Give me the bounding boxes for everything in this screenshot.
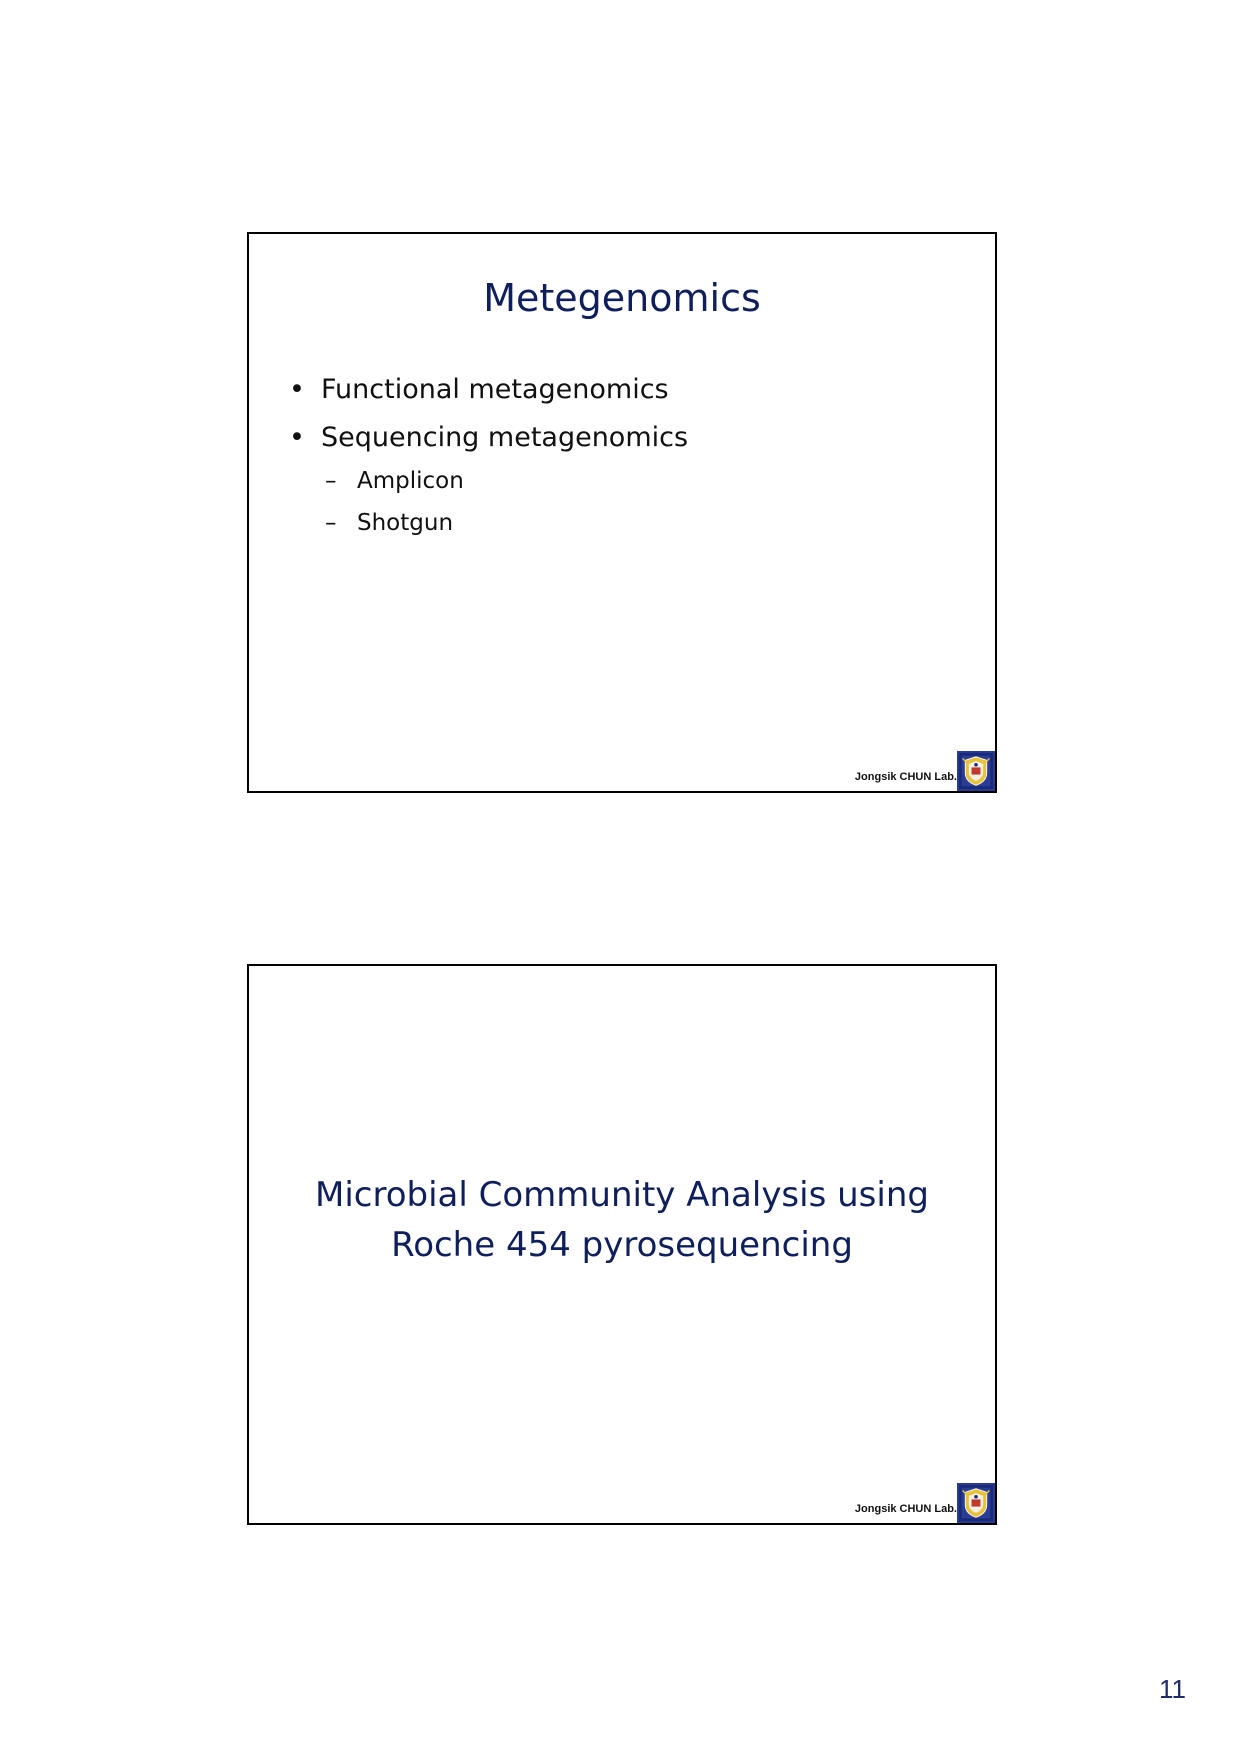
sub-bullet-item: – Shotgun: [289, 502, 688, 544]
university-crest-icon: [957, 751, 995, 791]
page-number: 11: [1159, 1674, 1186, 1704]
slide-title-line: Microbial Community Analysis using: [315, 1175, 929, 1215]
sub-bullet-item: – Amplicon: [289, 460, 688, 502]
slide-title-line: Roche 454 pyrosequencing: [391, 1225, 853, 1265]
slide-microbial-community: [247, 964, 997, 1525]
bullet-list: [289, 366, 688, 546]
lab-footer: Jongsik CHUN Lab.: [854, 1503, 957, 1515]
slide-metegenomics: [247, 232, 997, 793]
university-crest-icon: [957, 1483, 995, 1523]
slide-title: Metegenomics: [483, 276, 761, 320]
lab-footer: Jongsik CHUN Lab.: [854, 771, 957, 783]
bullet-item: • Sequencing metagenomics: [289, 414, 688, 462]
sub-bullet-list: [289, 460, 688, 544]
bullet-item: • Functional metagenomics: [289, 366, 688, 414]
slide-title: [249, 1170, 995, 1270]
